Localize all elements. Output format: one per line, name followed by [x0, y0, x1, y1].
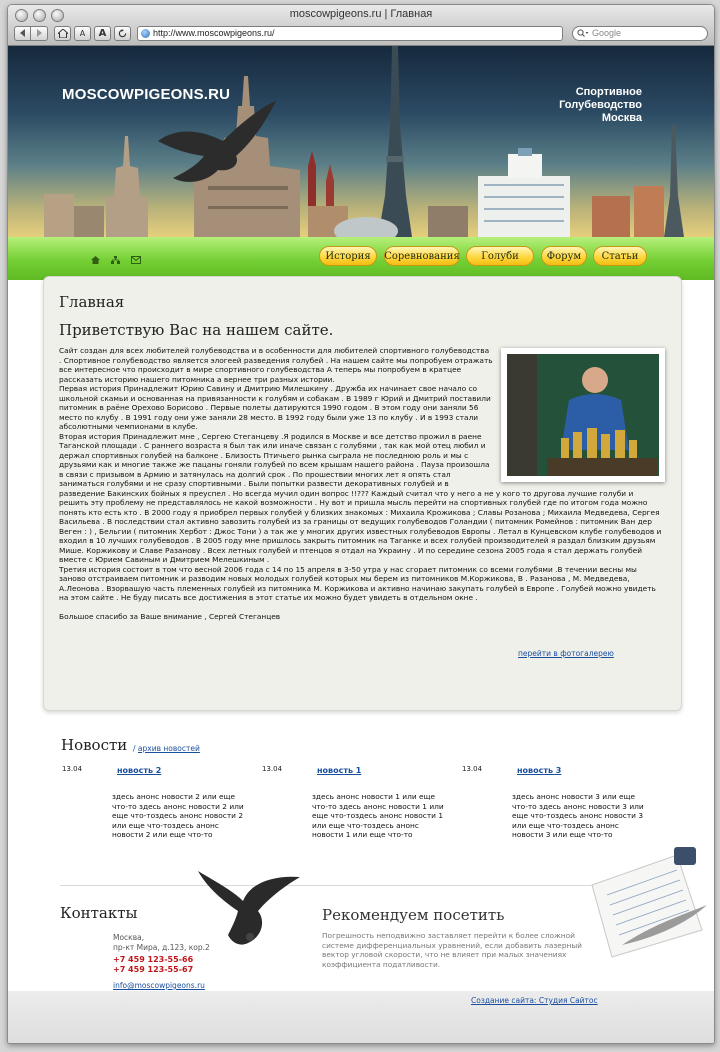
news-title-link[interactable]: новость 2	[117, 766, 162, 775]
site-header	[8, 46, 714, 237]
news-date: 13.04	[62, 765, 83, 773]
news-teaser: здесь анонс новости 2 или еще что-то здесь анонс новости 2 или еще что-тоздесь анонс новости 2 или еще что-тоздесь анонс новости 2 или еще что-то	[112, 792, 244, 839]
article-paragraph: Первая история Принадлежит Юрию Савину и Дмитрию Милешкину . Дружба их начинает свое начало со школьной скамьи и основанная на привязанности к голубям и собакам . В 1989 г Юрий и Дмитрий поставили питомник в раёне Орехово Борисово . Первые полеты датируются 1990 годом . В этом году они заняли 56 место по клубу . В 1991 году они уже заняли 28 место. В 1992 году были уже 13 по клубу . И в 1993 стали абсолютными чемпионами в клубе.	[59, 384, 491, 431]
nav-item-forum[interactable]: Форум	[541, 246, 587, 266]
contact-phone: +7 459 123-55-66	[113, 955, 194, 964]
reload-icon	[118, 29, 127, 38]
browser-toolbar	[14, 24, 708, 42]
back-arrow-icon	[19, 29, 27, 37]
slogan-line: Спортивное	[575, 86, 642, 98]
footer-band	[8, 991, 714, 1043]
author-photo	[501, 348, 665, 482]
news-heading: Новости	[61, 736, 128, 754]
news-title-link[interactable]: новость 1	[317, 766, 362, 775]
forward-arrow-icon	[35, 29, 43, 37]
contact-city: Москва,	[113, 933, 145, 942]
news-teaser: здесь анонс новости 3 или еще что-то здесь анонс новости 3 или еще что-тоздесь анонс новости 3 или еще что-тоздесь анонс новости 3 или еще что-то	[512, 792, 644, 839]
news-date: 13.04	[262, 765, 283, 773]
article-spacer	[59, 603, 665, 613]
article-body	[59, 346, 665, 622]
contact-address	[113, 933, 210, 953]
article-paragraph: Сайт создан для всех любителей голубеводства и в особенности для любителей спортивного голубеводства . Спортивное голубеводство является элогеей разведения голубей . На нашем сайте мы попробуем отражать все интересное что происходит в мире спортивного голубеводства А теперь мы попробуем в кратцее рассказать историю нашего питомника а вернее три разных истории.	[59, 346, 493, 384]
article-signature: Большое спасибо за Ваше внимание , Сергей Стеганцев	[59, 612, 281, 621]
archive-separator: /	[133, 744, 138, 753]
news-archive-link[interactable]: архив новостей	[137, 744, 200, 753]
recommend-heading: Рекомендуем посетить	[322, 906, 505, 924]
address-bar[interactable]	[137, 26, 563, 41]
welcome-heading: Приветствую Вас на нашем сайте.	[59, 321, 334, 339]
contact-email-link[interactable]: info@moscowpigeons.ru	[113, 981, 205, 990]
section-divider	[60, 885, 660, 886]
search-placeholder: Google	[592, 28, 622, 38]
url-text: http://www.moscowpigeons.ru/	[153, 28, 275, 38]
contact-phone: +7 459 123-55-67	[113, 965, 194, 974]
reload-button[interactable]	[114, 26, 131, 41]
home-icon	[58, 29, 68, 38]
recommend-text: Погрешность неподвижно заставляет перейти к более сложной системе дифференциальных уравнений, если добавить лазерный вектор угловой скорости, что не влияет при малых значениях коэффициента податливости.	[322, 931, 582, 969]
contact-street: пр-кт Мира, д.123, кор.2	[113, 943, 210, 952]
news-title-link[interactable]: новость 3	[517, 766, 562, 775]
page-title: Главная	[59, 293, 125, 311]
window-title: moscowpigeons.ru | Главная	[289, 8, 433, 20]
home-button[interactable]	[54, 26, 71, 41]
search-icon	[577, 29, 589, 38]
nav-item-pigeons[interactable]: Голуби	[466, 246, 534, 266]
nav-item-competitions[interactable]: Соревнования	[384, 246, 460, 266]
main-navigation	[8, 237, 714, 280]
history-buttons	[14, 26, 48, 41]
search-field[interactable]	[572, 26, 708, 41]
browser-window	[7, 4, 715, 1044]
globe-icon	[141, 29, 150, 38]
sitemap-icon[interactable]	[111, 256, 120, 267]
nav-item-history[interactable]: История	[319, 246, 377, 266]
title-bar	[8, 5, 714, 46]
news-archive	[133, 744, 200, 753]
forward-button[interactable]	[31, 26, 48, 41]
slogan-line: Голубеводство	[559, 99, 642, 111]
content-panel	[43, 276, 682, 711]
text-smaller-button[interactable]: A	[74, 26, 91, 41]
site-credit-link[interactable]: Создание сайта: Студия Сайтос	[471, 996, 598, 1005]
nav-item-articles[interactable]: Статьи	[593, 246, 647, 266]
article-paragraph: Третия история состоит в том что весной 2006 года с 14 по 15 апреля в 3-50 утра у нас сгорает питомник со всеми голубями .В течении весны мы заново отстраиваем питомник и разводим новых молодых голубей которых мы берем из питомников М.Коржикова, В . Разанова , М. Медведева, А.Леонова . Взорвашую часть племенных голубей из питомника М. Коржикова и активно начинаю закупать голубей в Европе . Голубей можно увидеть на этом сайте . Не буду писать все достижения в этот статье их можно будет увидеть в отдельном окне .	[59, 564, 656, 602]
article-paragraph: Вторая история Принадлежит мне , Сергею Стеганцеву .Я родился в Москве и все детство прожил в раене Таганской площади . С раннего возраста я был так или иначе связан с голубями , так как мой отец любил и держал спортивных голубей на балконе . Близость Птичьего рынка сыграла не последнюю роль и мы с друзьями как и многие также же пацаны гоняли голубей по всем крышам нашего района . Пауза произошла в связи с призывом в Армию и затянулась на долгий срок . По прошествии многих лет я опять стал заниматься голубями и не сразу спортивными . Были попытки развести декоративных голубей и в разведение Бакинских бойных я преуспел . Но всегда мучил один вопрос !!??? Каждый считал что у него а не у кого то другова лучшие голуби и решить эту проблему не представлялось не какой возможности . Ну вот и пришла мысль перейти на спортивных голубей где по итогом года можно понять кто есть кто . В 2000 году я приобрел первых голубей у близких знакомых : Михаила Крожикова ; Славы Розанова ; Михаила Медведева, Сергея Васильева . В последствии стал активно завозить голубей из за границы от ведущих голубеводов Голандии ( питомник Ромейнов : питомник Ван дер Веген : ) , Бельгии ( питомник Хербот : Джос Тони ) а так же у многих других известных голубеводов Европы . Летал в Кунцевском клубе голубеводов и входил в 10 лучших голубеводов . В 2005 году мне пришлось закрыть питомник на Таганке и всех голубей производителей я раздал близким друзьям Мише. Коржикову и Славе Разанову . Всех летных голубей и птенцов я отдал на Украину . И по середине сезона 2005 года я стал держать голубей вместе с Юрием Савиным и Дмитрием Мелешкиным .	[59, 431, 662, 564]
back-button[interactable]	[14, 26, 31, 41]
site-logo[interactable]: MOSCOWPIGEONS.RU	[62, 86, 231, 103]
moscow-skyline-illustration	[8, 46, 714, 237]
mail-icon[interactable]	[131, 256, 141, 267]
site-slogan	[559, 86, 642, 125]
contacts-heading: Контакты	[60, 904, 138, 922]
text-bigger-button[interactable]: A	[94, 26, 111, 41]
news-teaser: здесь анонс новости 1 или еще что-то здесь анонс новости 1 или еще что-тоздесь анонс новости 1 или еще что-тоздесь анонс новости 1 или еще что-то	[312, 792, 444, 839]
news-date: 13.04	[462, 765, 483, 773]
trophies-photo-illustration	[507, 354, 659, 476]
home-icon[interactable]	[91, 256, 100, 267]
gallery-link[interactable]: перейти в фотогалерею	[518, 649, 614, 658]
slogan-line: Москва	[601, 112, 642, 124]
